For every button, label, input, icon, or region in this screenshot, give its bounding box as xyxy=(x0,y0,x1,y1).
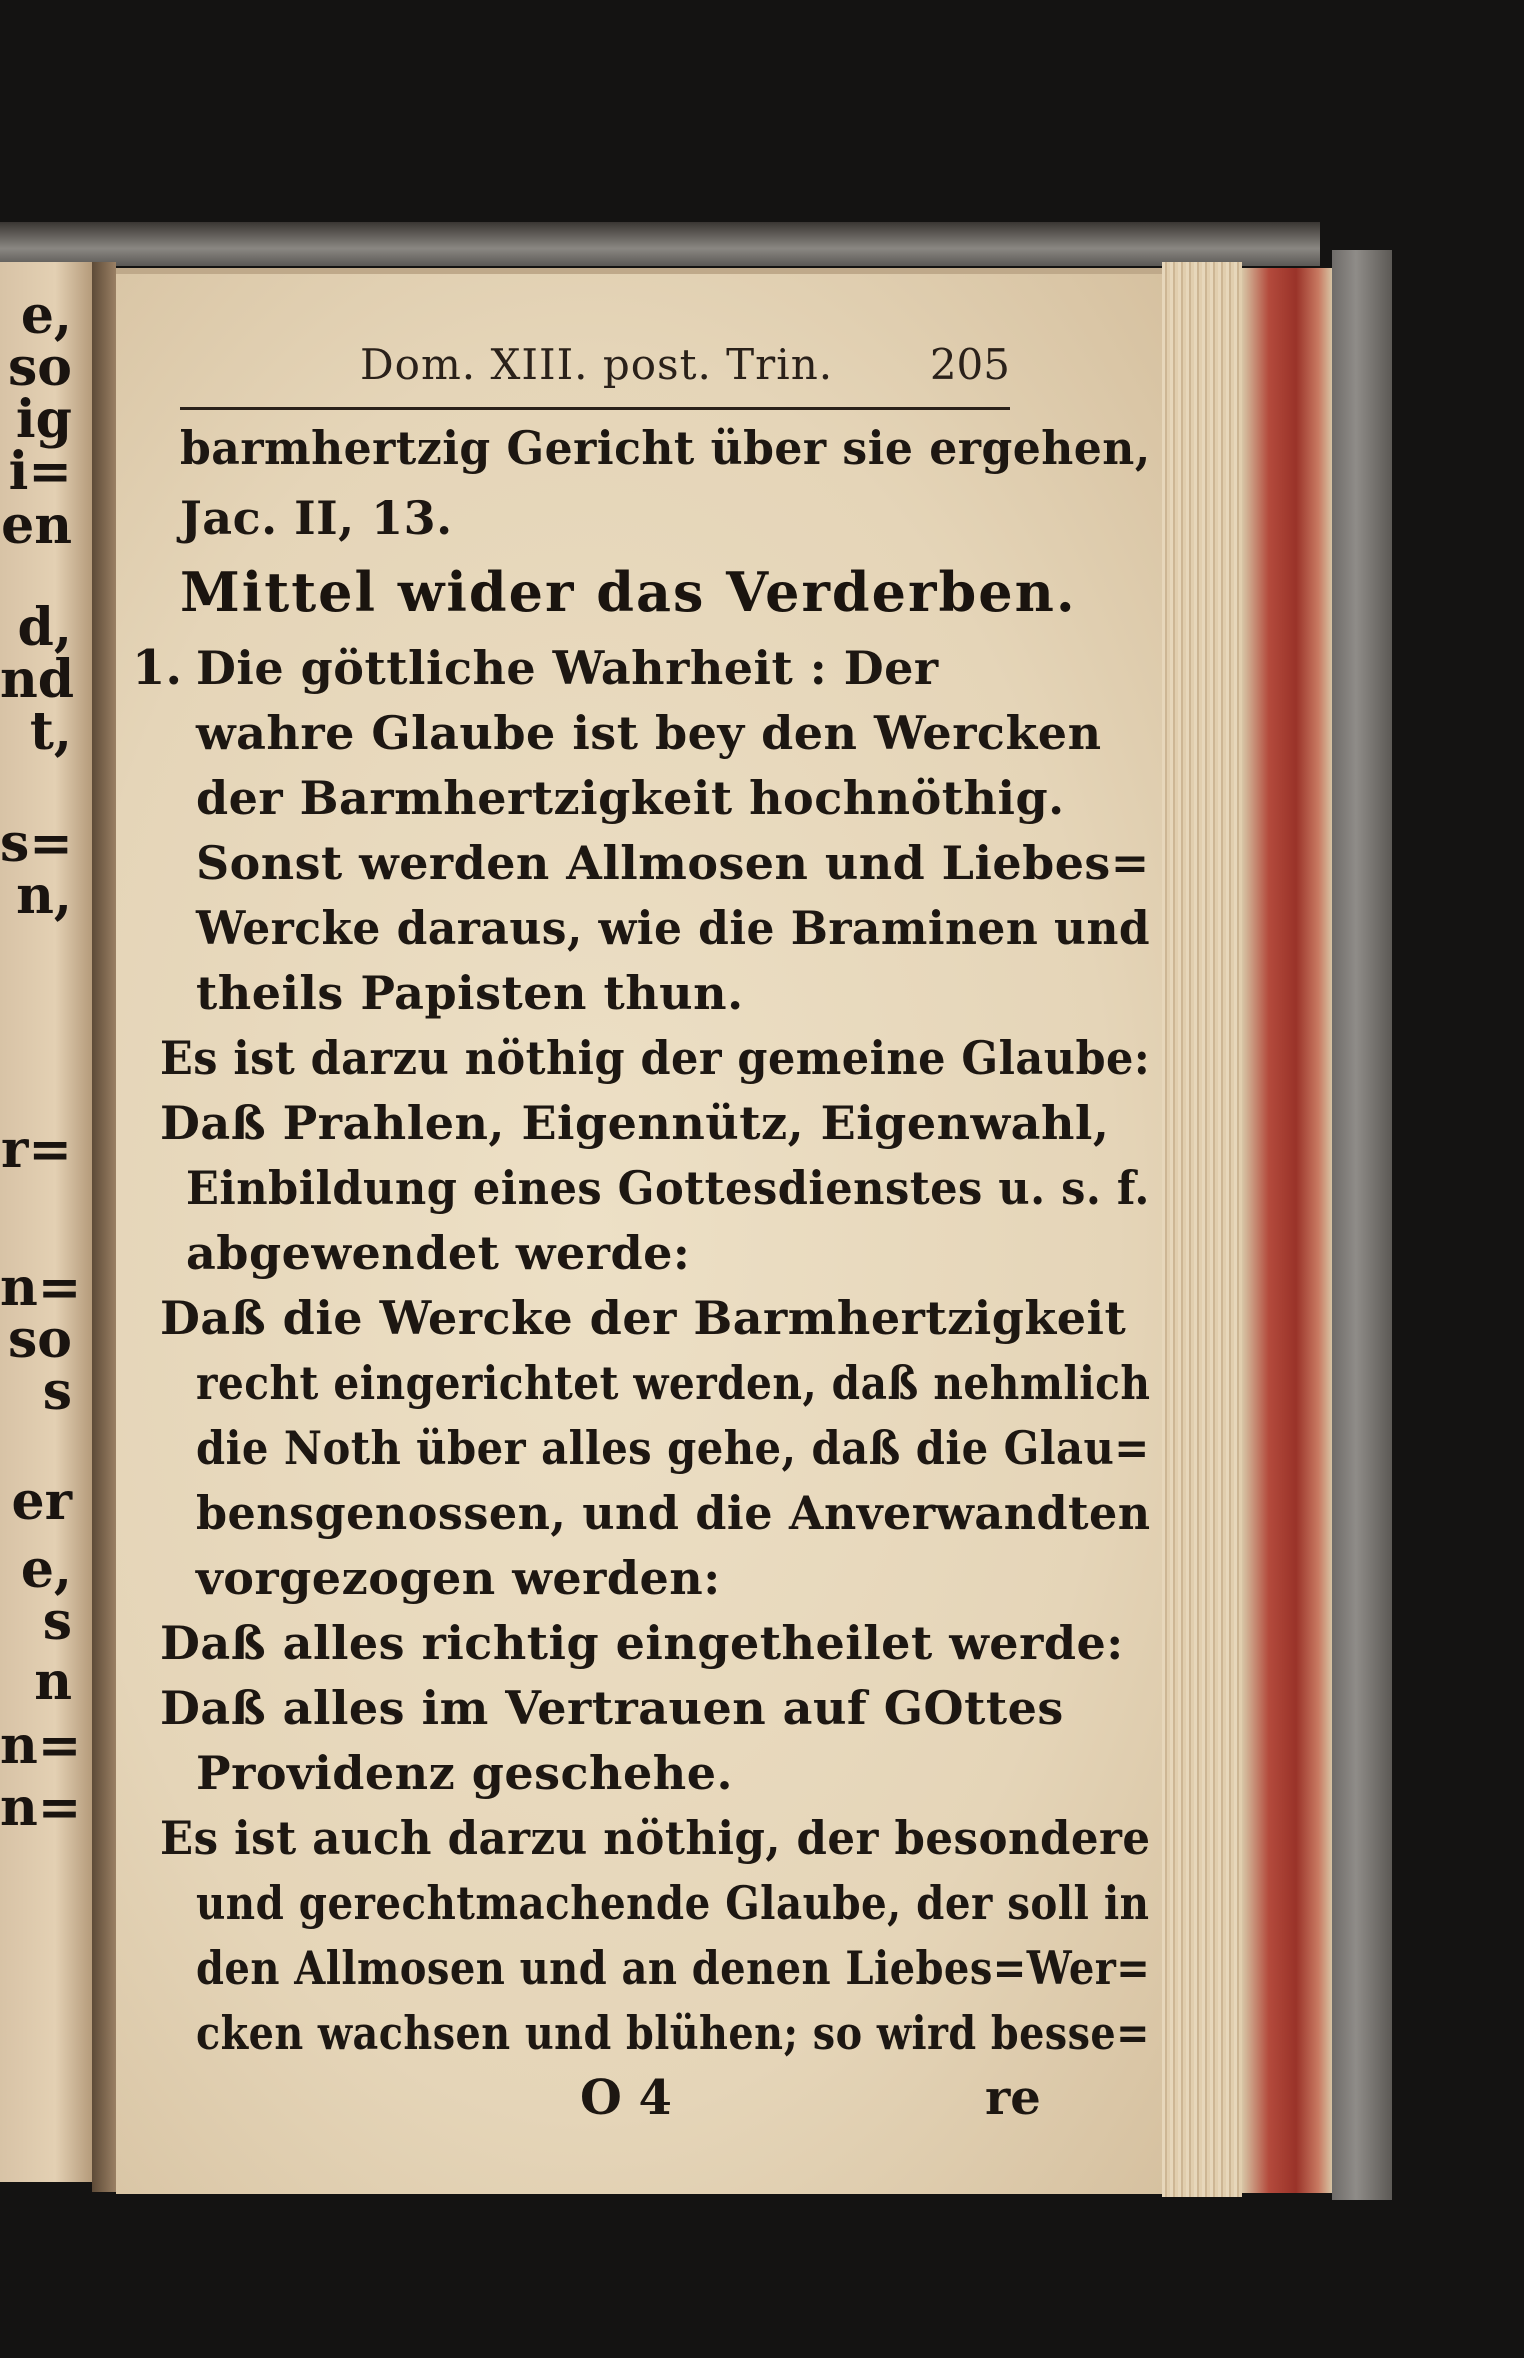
item-line: Sonst werden Allmosen und Liebes= xyxy=(196,836,1150,890)
left-page-fragment: ig xyxy=(15,389,72,450)
book-cover-top xyxy=(0,222,1320,266)
running-head: Dom. XIII. post. Trin. xyxy=(360,340,834,389)
paragraph-line: und gerechtmachende Glaube, der soll in xyxy=(196,1876,1150,1930)
left-page-fragment: s xyxy=(42,1361,72,1422)
left-page-fragment: nd xyxy=(0,649,75,710)
page-header xyxy=(250,340,1010,400)
paragraph-line: cken wachsen und blühen; so wird besse= xyxy=(196,2006,1150,2060)
paragraph-line: bensgenossen, und die Anverwandten xyxy=(196,1486,1151,1540)
paragraph-line: Providenz geschehe. xyxy=(196,1746,733,1800)
paragraph-line: Daß alles im Vertrauen auf GOttes xyxy=(160,1681,1064,1735)
paragraph-line: die Noth über alles gehe, daß die Glau= xyxy=(196,1421,1150,1475)
page-edge-stack xyxy=(1162,262,1242,2197)
red-page-edge xyxy=(1242,268,1332,2193)
header-rule xyxy=(180,407,1010,410)
left-page-fragment: so xyxy=(8,1309,72,1370)
left-page-fragment: n= xyxy=(0,1257,82,1318)
left-page-fragment: en xyxy=(1,495,72,556)
paragraph-line: den Allmosen und an denen Liebes=Wer= xyxy=(196,1941,1151,1995)
left-page-fragment: i= xyxy=(8,441,72,502)
item-line: wahre Glaube ist bey den Wercken xyxy=(196,706,1102,760)
paragraph-line: Daß die Wercke der Barmhertzigkeit xyxy=(160,1291,1127,1345)
item-line: theils Papisten thun. xyxy=(196,966,744,1020)
left-page-fragment: d, xyxy=(17,597,72,658)
left-page-fragment: e, xyxy=(20,285,72,346)
book-cover-right xyxy=(1332,250,1392,2200)
left-page-fragment: e, xyxy=(20,1539,72,1600)
item-line: Wercke daraus, wie die Braminen und xyxy=(196,901,1151,955)
left-page-fragment: t, xyxy=(29,701,72,762)
paragraph-line: Daß Prahlen, Eigennütz, Eigenwahl, xyxy=(160,1096,1110,1150)
left-page-fragment: so xyxy=(8,337,72,398)
paragraph-line: vorgezogen werden: xyxy=(196,1551,721,1605)
signature-mark: O 4 xyxy=(580,2070,672,2126)
left-page-fragment: r= xyxy=(1,1119,72,1180)
page-number: 205 xyxy=(929,340,1010,389)
paragraph-line: Es ist darzu nöthig der gemeine Glaube: xyxy=(160,1031,1151,1085)
paragraph-line: abgewendet werde: xyxy=(186,1226,691,1280)
catchword: re xyxy=(985,2070,1041,2126)
paragraph-line: Daß alles richtig eingetheilet werde: xyxy=(160,1616,1124,1670)
paragraph-line: recht eingerichtet werden, daß nehmlich xyxy=(196,1356,1151,1410)
item-number: 1. xyxy=(132,640,183,696)
book-gutter xyxy=(92,262,116,2192)
left-page-fragment: n xyxy=(34,1651,72,1712)
item-line: Die göttliche Wahrheit : Der xyxy=(196,641,939,695)
section-heading: Mittel wider das Verderben. xyxy=(180,560,1077,624)
left-facing-page xyxy=(0,262,95,2182)
left-page-fragment: n= xyxy=(0,1715,82,1776)
paragraph-line: Einbildung eines Gottesdienstes u. s. f. xyxy=(186,1161,1150,1215)
intro-line: barmhertzig Gericht über sie ergehen, xyxy=(180,421,1151,475)
intro-line: Jac. II, 13. xyxy=(180,491,453,545)
left-page-fragment: er xyxy=(11,1471,72,1532)
paragraph-line: Es ist auch darzu nöthig, der besondere xyxy=(160,1811,1151,1865)
left-page-fragment: n= xyxy=(0,1777,82,1838)
left-page-fragment: n, xyxy=(16,865,72,926)
left-page-fragment: s xyxy=(42,1591,72,1652)
left-page-fragment: s= xyxy=(0,813,73,874)
item-line: der Barmhertzigkeit hochnöthig. xyxy=(196,771,1065,825)
